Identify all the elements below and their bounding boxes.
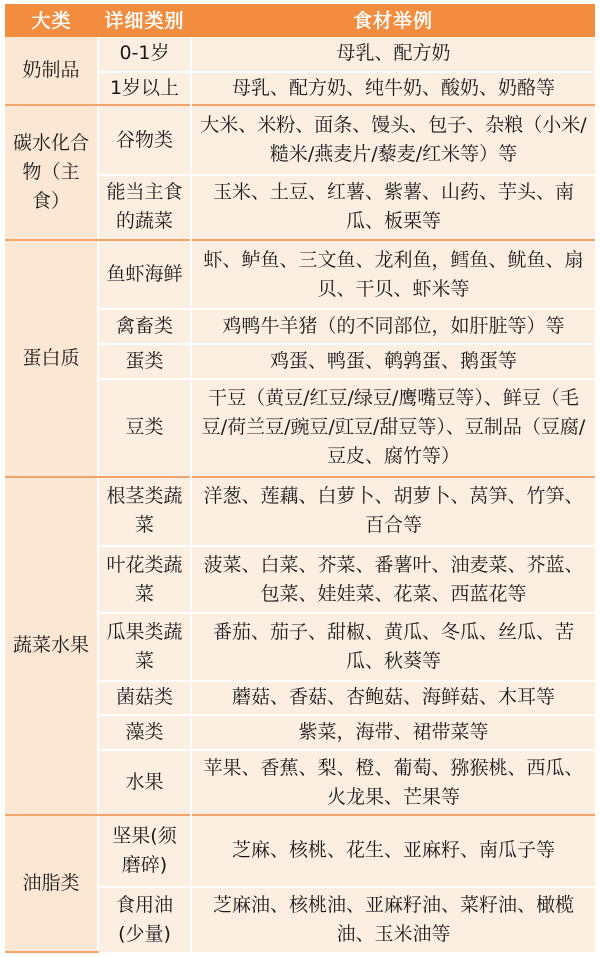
category-cell-dairy: 奶制品 bbox=[5, 36, 98, 105]
subcategory-cell: 禽畜类 bbox=[98, 309, 191, 344]
category-cell-fats: 油脂类 bbox=[5, 815, 98, 952]
example-cell: 大米、米粉、面条、馒头、包子、杂粮（小米/糙米/燕麦片/藜麦/红米等）等 bbox=[191, 105, 595, 174]
table-row bbox=[5, 477, 595, 546]
subcategory-cell: 食用油(少量) bbox=[98, 887, 191, 952]
subcategory-cell: 蛋类 bbox=[98, 344, 191, 379]
subcategory-cell: 豆类 bbox=[98, 379, 191, 477]
food-category-table bbox=[5, 4, 595, 953]
category-cell-protein: 蛋白质 bbox=[5, 240, 98, 477]
table-row bbox=[5, 240, 595, 309]
example-cell: 芝麻油、核桃油、亚麻籽油、菜籽油、橄榄油、玉米油等 bbox=[191, 887, 595, 952]
table-header-row bbox=[5, 4, 595, 36]
subcategory-cell: 坚果(须磨碎) bbox=[98, 815, 191, 886]
subcategory-cell: 鱼虾海鲜 bbox=[98, 240, 191, 309]
subcategory-cell: 根茎类蔬菜 bbox=[98, 477, 191, 546]
subcategory-cell: 菌菇类 bbox=[98, 681, 191, 716]
subcategory-cell: 瓜果类蔬菜 bbox=[98, 613, 191, 680]
example-cell: 母乳、配方奶、纯牛奶、酸奶、奶酪等 bbox=[191, 72, 595, 106]
category-cell-vegetables-fruits: 蔬菜水果 bbox=[5, 477, 98, 816]
header-examples: 食材举例 bbox=[191, 4, 595, 36]
subcategory-cell: 能当主食的蔬菜 bbox=[98, 175, 191, 240]
example-cell: 菠菜、白菜、芥菜、番薯叶、油麦菜、芥蓝、包菜、娃娃菜、花菜、西蓝花等 bbox=[191, 546, 595, 613]
example-cell: 虾、鲈鱼、三文鱼、龙利鱼，鳕鱼、鱿鱼、扇贝、干贝、虾米等 bbox=[191, 240, 595, 309]
subcategory-cell: 水果 bbox=[98, 750, 191, 815]
header-category: 大类 bbox=[5, 4, 98, 36]
table-row bbox=[5, 36, 595, 72]
category-cell-carbs: 碳水化合物（主食） bbox=[5, 105, 98, 240]
subcategory-cell: 0-1岁 bbox=[98, 36, 191, 72]
example-cell: 蘑菇、香菇、杏鲍菇、海鲜菇、木耳等 bbox=[191, 681, 595, 716]
header-subcategory: 详细类别 bbox=[98, 4, 191, 36]
example-cell: 鸡鸭牛羊猪（的不同部位，如肝脏等）等 bbox=[191, 309, 595, 344]
subcategory-cell: 谷物类 bbox=[98, 105, 191, 174]
table-row bbox=[5, 105, 595, 174]
subcategory-cell: 1岁以上 bbox=[98, 72, 191, 106]
example-cell: 干豆（黄豆/红豆/绿豆/鹰嘴豆等）、鲜豆（毛豆/荷兰豆/豌豆/豇豆/甜豆等）、豆制品（豆腐/豆皮、腐竹等） bbox=[191, 379, 595, 477]
example-cell: 芝麻、核桃、花生、亚麻籽、南瓜子等 bbox=[191, 815, 595, 886]
example-cell: 鸡蛋、鸭蛋、鹌鹑蛋、鹅蛋等 bbox=[191, 344, 595, 379]
subcategory-cell: 叶花类蔬菜 bbox=[98, 546, 191, 613]
example-cell: 玉米、土豆、红薯、紫薯、山药、芋头、南瓜、板栗等 bbox=[191, 175, 595, 240]
table-row bbox=[5, 815, 595, 886]
example-cell: 洋葱、莲藕、白萝卜、胡萝卜、莴笋、竹笋、百合等 bbox=[191, 477, 595, 546]
example-cell: 番茄、茄子、甜椒、黄瓜、冬瓜、丝瓜、苦瓜、秋葵等 bbox=[191, 613, 595, 680]
example-cell: 紫菜，海带、裙带菜等 bbox=[191, 715, 595, 750]
example-cell: 苹果、香蕉、梨、橙、葡萄、猕猴桃、西瓜、火龙果、芒果等 bbox=[191, 750, 595, 815]
subcategory-cell: 藻类 bbox=[98, 715, 191, 750]
example-cell: 母乳、配方奶 bbox=[191, 36, 595, 72]
